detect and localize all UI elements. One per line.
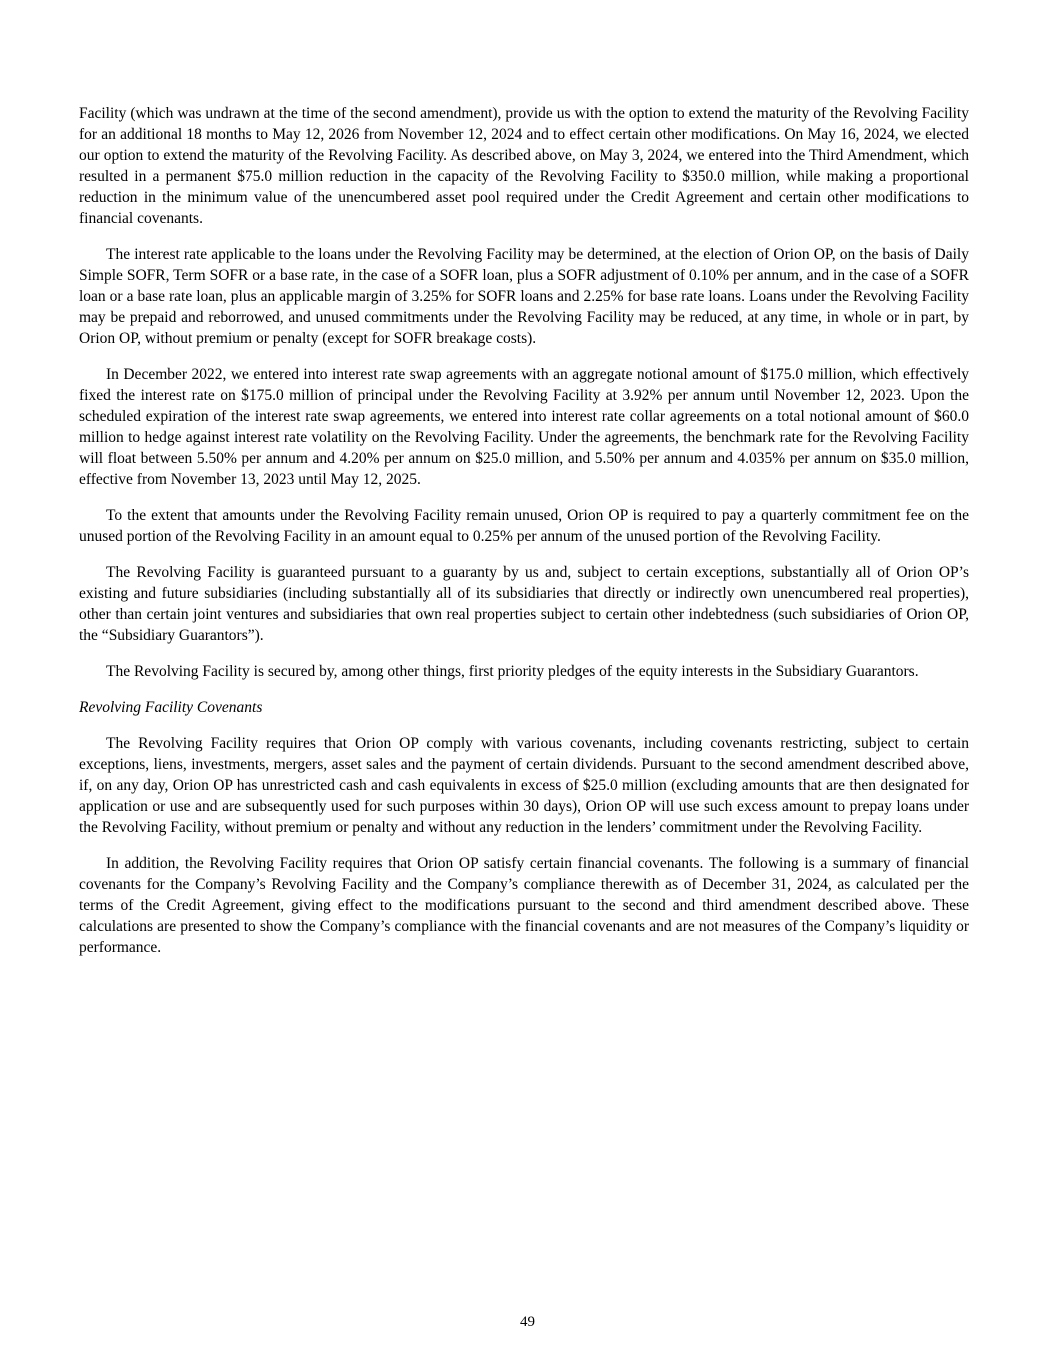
paragraph: In addition, the Revolving Facility requires that Orion OP satisfy certain financial covenants. The following is a summary of financial covenants for the Company’s Revolving Facility and the Company’s compliance therewith as of December 31, 2024, as calculated per the terms of the Credit Agreement, giving effect to the modifications pursuant to the second and third amendment described above. These calculations are presented to show the Company’s compliance with the financial covenants and are not measures of the Company’s liquidity or performance. [79,855,969,956]
paragraph: The Revolving Facility requires that Orion OP comply with various covenants, including covenants restricting, subject to certain exceptions, liens, investments, mergers, asset sales and the payment of certain dividends. Pursuant to the second amendment described above, if, on any day, Orion OP has unrestricted cash and cash equivalents in excess of $25.0 million (excluding amounts that are then designated for application or use and are subsequently used for such purposes within 30 days), Orion OP will use such excess amount to prepay loans under the Revolving Facility, without premium or penalty and without any reduction in the lenders’ commitment under the Revolving Facility. [79,735,969,836]
paragraph: The Revolving Facility is guaranteed pursuant to a guaranty by us and, subject to certain exceptions, substantially all of Orion OP’s existing and future subsidiaries (including substantially all of its subsidiaries that directly or indirectly own unencumbered real properties), other than certain joint ventures and subsidiaries that own real properties subject to certain other indebtedness (such subsidiaries of Orion OP, the “Subsidiary Guarantors”). [79,564,969,644]
page-content [79,103,969,973]
paragraph: The Revolving Facility is secured by, among other things, first priority pledges of the equity interests in the Subsidiary Guarantors. [106,663,919,680]
paragraph: In December 2022, we entered into interest rate swap agreements with an aggregate notional amount of $175.0 million, which effectively fixed the interest rate on $175.0 million of principal under the Revolving Facility at 3.92% per annum until November 12, 2023. Upon the scheduled expiration of the interest rate swap agreements, we entered into interest rate collar agreements on a total notional amount of $60.0 million to hedge against interest rate volatility on the Revolving Facility. Under the agreements, the benchmark rate for the Revolving Facility will float between 5.50% per annum and 4.20% per annum on $25.0 million, and 5.50% per annum and 4.035% per annum on $35.0 million, effective from November 13, 2023 until May 12, 2025. [79,366,969,488]
page-number: 49 [520,1314,535,1330]
paragraph-continuation: Facility (which was undrawn at the time of the second amendment), provide us with the option to extend the maturity of the Revolving Facility for an additional 18 months to May 12, 2026 from November 12, 2024 and to effect certain other modifications. On May 16, 2024, we elected our option to extend the maturity of the Revolving Facility. As described above, on May 3, 2024, we entered into the Third Amendment, which resulted in a permanent $75.0 million reduction in the capacity of the Revolving Facility to $350.0 million, while making a proportional reduction in the minimum value of the unencumbered asset pool required under the Credit Agreement and certain other modifications to financial covenants. [79,105,969,227]
paragraph: To the extent that amounts under the Revolving Facility remain unused, Orion OP is required to pay a quarterly commitment fee on the unused portion of the Revolving Facility in an amount equal to 0.25% per annum of the unused portion of the Revolving Facility. [79,507,969,545]
paragraph: The interest rate applicable to the loans under the Revolving Facility may be determined, at the election of Orion OP, on the basis of Daily Simple SOFR, Term SOFR or a base rate, in the case of a SOFR loan, plus a SOFR adjustment of 0.10% per annum, and in the case of a SOFR loan or a base rate loan, plus an applicable margin of 3.25% for SOFR loans and 2.25% for base rate loans. Loans under the Revolving Facility may be prepaid and reborrowed, and unused commitments under the Revolving Facility may be reduced, at any time, in whole or in part, by Orion OP, without premium or penalty (except for SOFR breakage costs). [79,246,969,347]
section-heading: Revolving Facility Covenants [79,699,263,716]
